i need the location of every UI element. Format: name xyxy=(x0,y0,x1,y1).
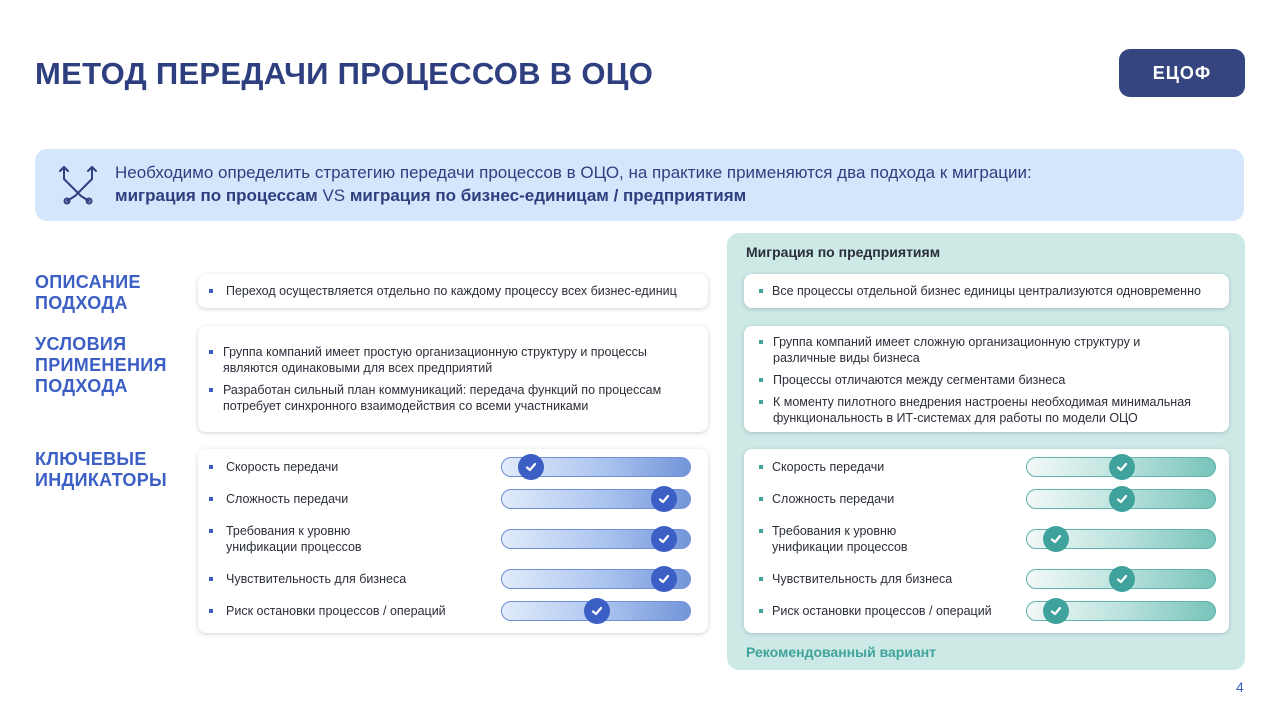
vs-text: VS xyxy=(317,186,350,205)
indicator-label xyxy=(772,523,908,555)
bullet-marker xyxy=(759,465,763,469)
indicator-label xyxy=(772,571,952,587)
check-icon xyxy=(1043,526,1069,552)
indicator-label xyxy=(772,603,992,619)
bullet-marker xyxy=(209,289,213,293)
bullet-line: функциональность в ИТ-системах для работы по модели ОЦО xyxy=(773,411,1138,425)
indicator-label-line: Риск остановки процессов / операций xyxy=(226,604,446,618)
swap-arrows-icon xyxy=(59,163,97,207)
bullet-marker xyxy=(209,529,213,533)
intro-approaches xyxy=(115,186,746,206)
indicator-bar xyxy=(501,457,691,477)
indicator-bar xyxy=(1026,529,1216,549)
bullet-marker xyxy=(209,350,213,354)
bullet-line: различные виды бизнеса xyxy=(773,351,920,365)
right-description-card xyxy=(744,274,1229,308)
indicator-label-line: Скорость передачи xyxy=(772,460,885,474)
indicator-bar xyxy=(501,489,691,509)
indicator-label-line: Чувствительность для бизнеса xyxy=(226,572,407,586)
check-icon xyxy=(651,526,677,552)
bullet-line: являются одинаковыми для всех предприятий xyxy=(223,361,493,375)
company-logo: ЕЦОФ xyxy=(1119,49,1245,97)
page-number: 4 xyxy=(1236,679,1244,695)
indicator-bar xyxy=(501,601,691,621)
bullet-line: Группа компаний имеет сложную организационную структуру и xyxy=(773,335,1141,349)
check-icon xyxy=(1109,454,1135,480)
bullet-marker xyxy=(209,465,213,469)
bullet-marker xyxy=(759,529,763,533)
page-title: МЕТОД ПЕРЕДАЧИ ПРОЦЕССОВ В ОЦО xyxy=(35,56,654,91)
check-icon xyxy=(651,566,677,592)
indicator-label-line: Сложность передачи xyxy=(226,492,349,506)
indicator-label-line: Чувствительность для бизнеса xyxy=(772,572,953,586)
indicator-label xyxy=(226,571,406,587)
approach-by-process: миграция по процессам xyxy=(115,186,318,205)
left-description-card xyxy=(198,274,708,308)
row-label-line: ИНДИКАТОРЫ xyxy=(35,470,167,490)
row-label-line: КЛЮЧЕВЫЕ xyxy=(35,449,147,469)
approach-by-unit: миграция по бизнес-единицам / предприятиям xyxy=(349,186,747,205)
row-label-line: ОПИСАНИЕ xyxy=(35,272,141,292)
row-label-line: ПОДХОДА xyxy=(35,293,128,313)
check-icon xyxy=(1109,566,1135,592)
indicator-bar xyxy=(1026,457,1216,477)
indicator-bar xyxy=(1026,601,1216,621)
bullet-text xyxy=(773,394,1191,426)
indicator-bar xyxy=(1026,569,1216,589)
indicator-label-line: Риск остановки процессов / операций xyxy=(772,604,992,618)
bullet-text xyxy=(773,372,1065,388)
indicator-label-line: Сложность передачи xyxy=(772,492,895,506)
bullet-marker xyxy=(759,609,763,613)
bullet-line: Процессы отличаются между сегментами бизнеса xyxy=(773,373,1066,387)
left-conditions-card xyxy=(198,326,708,432)
row-label-line: ПОДХОДА xyxy=(35,376,128,396)
bullet-marker xyxy=(759,400,763,404)
intro-banner xyxy=(35,149,1244,221)
bullet-marker xyxy=(759,577,763,581)
bullet-marker xyxy=(209,577,213,581)
bullet-line: Группа компаний имеет простую организационную структуру и процессы xyxy=(223,345,647,359)
bullet-line: К моменту пилотного внедрения настроены необходимая минимальная xyxy=(773,395,1191,409)
indicator-label xyxy=(226,459,338,475)
bullet-marker xyxy=(209,609,213,613)
row-label-description xyxy=(35,272,141,314)
bullet-line: Разработан сильный план коммуникаций: передача функций по процессам xyxy=(223,383,662,397)
row-label-indicators xyxy=(35,449,167,491)
panel-title: Миграция по предприятиям xyxy=(746,244,941,260)
row-label-line: ПРИМЕНЕНИЯ xyxy=(35,355,167,375)
right-conditions-card xyxy=(744,326,1229,432)
indicator-label xyxy=(772,459,884,475)
bullet-marker xyxy=(209,497,213,501)
bullet-marker xyxy=(759,497,763,501)
row-label-conditions xyxy=(35,334,167,397)
bullet-marker xyxy=(209,388,213,392)
right-description-text: Все процессы отдельной бизнес единицы централизуются одновременно xyxy=(772,284,1201,298)
indicator-label-line: унификации процессов xyxy=(772,540,908,554)
left-indicators-card xyxy=(198,449,708,633)
bullet-line: потребует синхронного взаимодействия со всеми участниками xyxy=(223,399,589,413)
intro-text: Необходимо определить стратегию передачи процессов в ОЦО, на практике применяются два подхода к миграции: xyxy=(115,163,1032,182)
indicator-label-line: унификации процессов xyxy=(226,540,362,554)
bullet-text xyxy=(223,344,647,376)
indicator-label xyxy=(226,523,362,555)
check-icon xyxy=(1043,598,1069,624)
indicator-bar xyxy=(501,569,691,589)
check-icon xyxy=(1109,486,1135,512)
right-indicators-card xyxy=(744,449,1229,633)
check-icon xyxy=(651,486,677,512)
check-icon xyxy=(584,598,610,624)
recommended-label: Рекомендованный вариант xyxy=(746,644,937,660)
bullet-marker xyxy=(759,340,763,344)
indicator-bar xyxy=(501,529,691,549)
indicator-label-line: Требования к уровню xyxy=(772,524,897,538)
check-icon xyxy=(518,454,544,480)
left-description-text: Переход осуществляется отдельно по каждому процессу всех бизнес-единиц xyxy=(226,284,677,298)
indicator-label xyxy=(772,491,894,507)
bullet-text xyxy=(223,382,661,414)
row-label-line: УСЛОВИЯ xyxy=(35,334,127,354)
indicator-label-line: Скорость передачи xyxy=(226,460,339,474)
bullet-marker xyxy=(759,378,763,382)
indicator-bar xyxy=(1026,489,1216,509)
bullet-text xyxy=(773,334,1140,366)
indicator-label xyxy=(226,491,348,507)
indicator-label-line: Требования к уровню xyxy=(226,524,351,538)
bullet-marker xyxy=(759,289,763,293)
indicator-label xyxy=(226,603,446,619)
